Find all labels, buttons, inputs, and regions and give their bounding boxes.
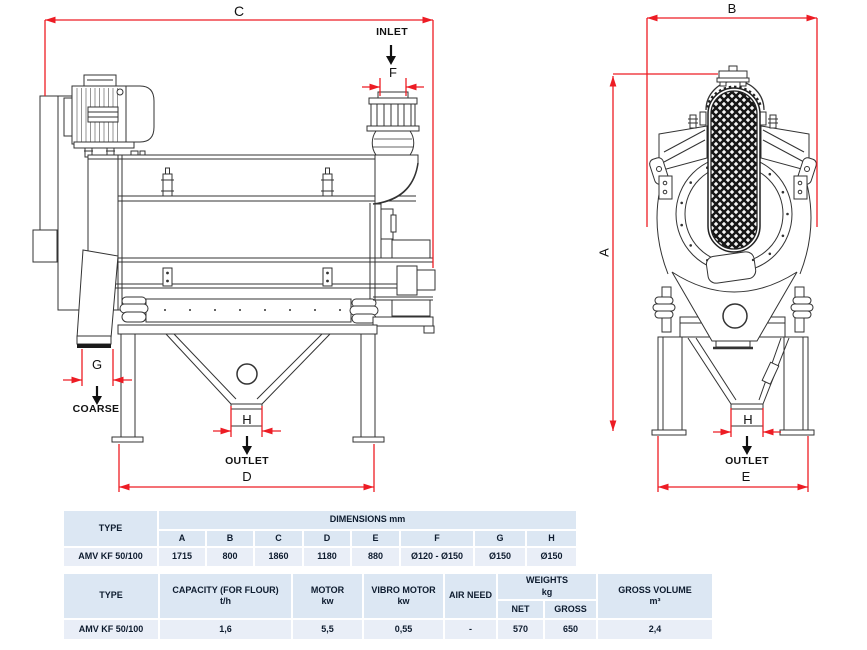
motor-header bbox=[292, 573, 363, 619]
specs-table bbox=[62, 572, 714, 641]
dim-label-d: D bbox=[242, 469, 252, 484]
dimensions-type-header: TYPE bbox=[63, 510, 158, 547]
dim-row-type: AMV KF 50/100 bbox=[63, 547, 158, 567]
mesh-guard bbox=[708, 88, 760, 252]
vibration-band bbox=[120, 297, 378, 323]
weights-header-label: WEIGHTS bbox=[526, 575, 568, 585]
capacity-unit: t/h bbox=[220, 596, 231, 607]
inlet-label: INLET bbox=[376, 26, 408, 38]
air-need-header: AIR NEED bbox=[444, 573, 497, 619]
volume-unit: m³ bbox=[649, 596, 661, 607]
front-view-drawing bbox=[648, 66, 817, 435]
motor-header-label: MOTOR bbox=[310, 584, 345, 595]
dim-label-h-front: H bbox=[743, 412, 753, 427]
dim-label-a: A bbox=[596, 248, 612, 257]
dim-col-header-g: G bbox=[474, 530, 526, 547]
volume-header-label: GROSS VOLUME bbox=[618, 584, 692, 595]
dim-col-header-c: C bbox=[254, 530, 303, 547]
vibro-value: 0,55 bbox=[363, 619, 444, 640]
dim-value-d: 1180 bbox=[303, 547, 351, 567]
sight-glass bbox=[237, 364, 257, 384]
dim-value-a: 1715 bbox=[158, 547, 206, 567]
specs-row-type: AMV KF 50/100 bbox=[63, 619, 159, 640]
dim-value-c: 1860 bbox=[254, 547, 303, 567]
dim-value-h: Ø150 bbox=[526, 547, 577, 567]
dim-label-b: B bbox=[727, 1, 737, 16]
dim-col-header-f: F bbox=[400, 530, 474, 547]
dim-label-c: C bbox=[233, 3, 245, 19]
dimensions-table-row bbox=[63, 547, 577, 567]
outlet-arrow-icon-side bbox=[242, 436, 252, 455]
air-need-value: - bbox=[444, 619, 497, 640]
gross-volume-header bbox=[597, 573, 713, 619]
weights-unit: kg bbox=[541, 586, 553, 597]
vibro-unit: kw bbox=[397, 596, 410, 607]
coarse-chute bbox=[77, 250, 118, 348]
coarse-label: COARSE bbox=[72, 403, 120, 415]
drive-housing bbox=[373, 204, 435, 333]
dim-label-g: G bbox=[91, 357, 103, 372]
dim-col-header-e: E bbox=[351, 530, 400, 547]
outlet-arrow-icon-front bbox=[742, 436, 752, 455]
capacity-header-label: CAPACITY (FOR FLOUR) bbox=[172, 584, 279, 595]
outlet-label-front: OUTLET bbox=[725, 455, 769, 467]
gross-header: GROSS bbox=[544, 600, 597, 619]
dim-value-f: Ø120 - Ø150 bbox=[400, 547, 474, 567]
weights-header bbox=[497, 573, 597, 600]
dim-label-e: E bbox=[741, 469, 751, 484]
vibro-header-label: VIBRO MOTOR bbox=[371, 584, 436, 595]
top-bracket bbox=[717, 66, 749, 86]
dim-value-g: Ø150 bbox=[474, 547, 526, 567]
spring-bellows-left bbox=[120, 297, 148, 322]
dim-value-b: 800 bbox=[206, 547, 254, 567]
dim-label-h-side: H bbox=[242, 412, 252, 427]
gross-value: 650 bbox=[544, 619, 597, 640]
outlet-label-side: OUTLET bbox=[225, 455, 269, 467]
net-value: 570 bbox=[497, 619, 544, 640]
specs-type-header: TYPE bbox=[63, 573, 159, 619]
dim-col-header-a: A bbox=[158, 530, 206, 547]
inlet-arrow-icon bbox=[386, 45, 396, 65]
volume-value: 2,4 bbox=[597, 619, 713, 640]
specs-table-row bbox=[63, 619, 713, 640]
capacity-value: 1,6 bbox=[159, 619, 292, 640]
dim-col-header-d: D bbox=[303, 530, 351, 547]
dim-col-header-h: H bbox=[526, 530, 577, 547]
motor-unit: kw bbox=[321, 596, 334, 607]
dim-col-header-b: B bbox=[206, 530, 254, 547]
net-header: NET bbox=[497, 600, 544, 619]
dim-label-f: F bbox=[389, 65, 397, 80]
dimensions-table bbox=[62, 509, 578, 568]
capacity-header bbox=[159, 573, 292, 619]
side-view-drawing bbox=[33, 75, 435, 442]
motor-value: 5,5 bbox=[292, 619, 363, 640]
dim-value-e: 880 bbox=[351, 547, 400, 567]
inlet-pipe bbox=[367, 92, 419, 155]
vibro-motor-header bbox=[363, 573, 444, 619]
dimensions-group-header: DIMENSIONS mm bbox=[158, 510, 577, 530]
